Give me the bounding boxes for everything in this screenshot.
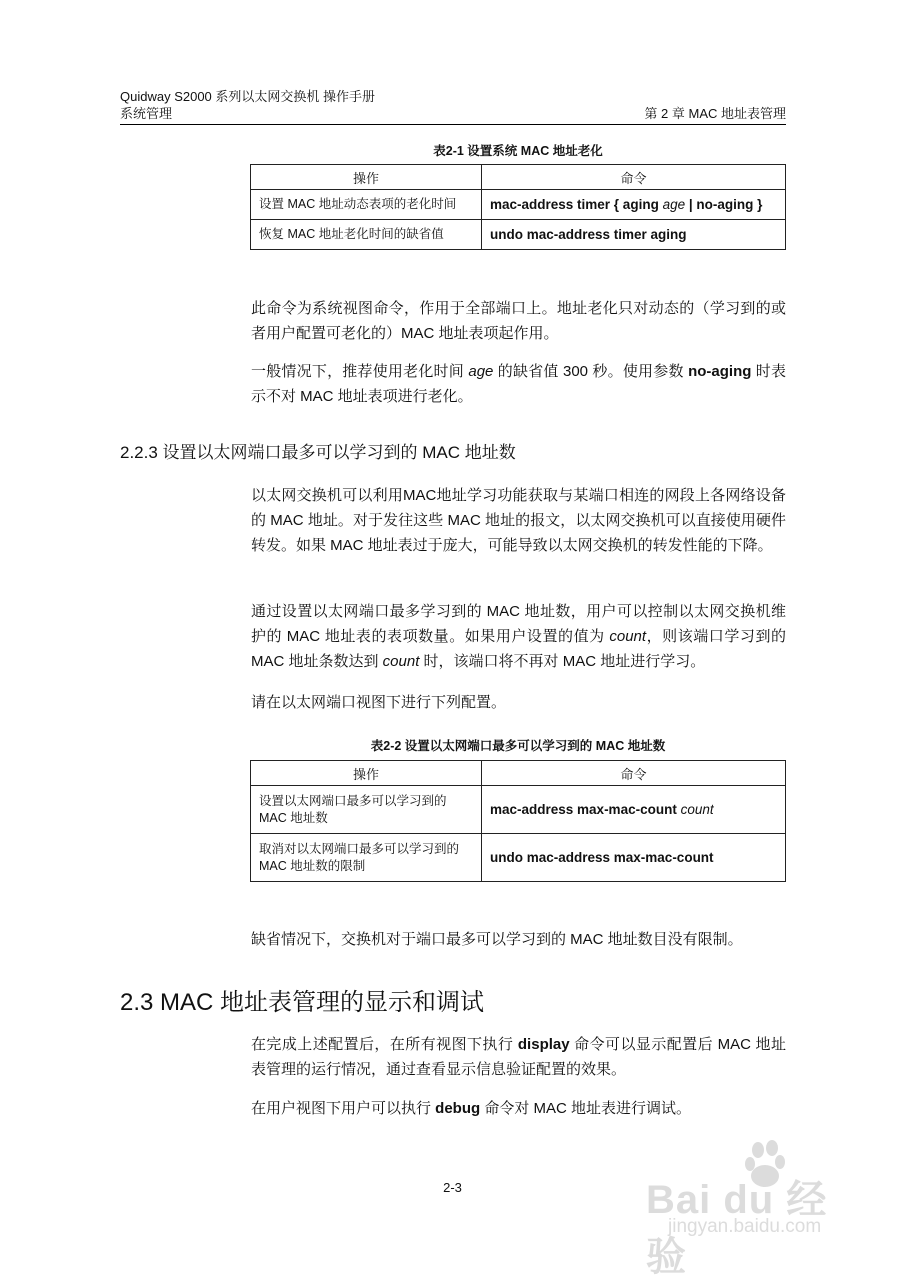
doc-title: Quidway S2000 系列以太网交换机 操作手册 — [120, 89, 376, 104]
paragraph: 在完成上述配置后，在所有视图下执行 display 命令可以显示配置后 MAC 地址表管理的运行情况，通过查看显示信息验证配置的效果。 — [251, 1036, 786, 1078]
paragraph: 此命令为系统视图命令，作用于全部端口上。地址老化只对动态的（学习到的或者用户配置可老化的）MAC 地址表项起作用。 — [251, 300, 786, 342]
section-heading-2-2-3: 2.2.3 设置以太网端口最多可以学习到的 MAC 地址数 — [120, 443, 516, 462]
table-header-cmd: 命令 — [482, 761, 786, 786]
table-cell-cmd: undo mac-address timer aging — [482, 220, 786, 250]
table-cell-op: 设置 MAC 地址动态表项的老化时间 — [251, 190, 482, 220]
table2-caption: 表2-2 设置以太网端口最多可以学习到的 MAC 地址数 — [370, 739, 666, 753]
table-header-cmd: 命令 — [482, 165, 786, 190]
table-row — [251, 786, 786, 834]
table-row — [251, 190, 786, 220]
table-cell-op: 取消对以太网端口最多可以学习到的 MAC 地址数的限制 — [251, 834, 482, 882]
page-number: 2-3 — [443, 1180, 462, 1195]
baidu-watermark — [646, 1140, 856, 1279]
table-cell-cmd: mac-address max-mac-count count — [482, 786, 786, 834]
table-row — [251, 220, 786, 250]
table1-caption: 表2-1 设置系统 MAC 地址老化 — [433, 144, 603, 158]
table-row — [251, 834, 786, 882]
header-rule — [120, 124, 786, 125]
table2 — [250, 760, 786, 882]
table-cell-op: 恢复 MAC 地址老化时间的缺省值 — [251, 220, 482, 250]
paragraph: 在用户视图下用户可以执行 debug 命令对 MAC 地址表进行调试。 — [251, 1100, 692, 1117]
section-heading-2-3: 2.3 MAC 地址表管理的显示和调试 — [120, 989, 485, 1016]
table-header-op: 操作 — [251, 761, 482, 786]
table-header-row — [251, 165, 786, 190]
paragraph: 以太网交换机可以利用MAC地址学习功能获取与某端口相连的网段上各网络设备的 MAC 地址。对于发往这些 MAC 地址的报文，以太网交换机可以直接使用硬件转发。如果 MAC 地址表过于庞大，可能导致以太网交换机的转发性能的下降。 — [251, 487, 786, 554]
paragraph: 缺省情况下，交换机对于端口最多可以学习到的 MAC 地址数目没有限制。 — [251, 931, 743, 948]
paragraph: 请在以太网端口视图下进行下列配置。 — [251, 694, 507, 711]
header-section: 系统管理 — [120, 106, 173, 121]
table1 — [250, 164, 786, 250]
table-header-row — [251, 761, 786, 786]
table-cell-cmd: mac-address timer { aging age | no-aging } — [482, 190, 786, 220]
header-chapter: 第 2 章 MAC 地址表管理 — [644, 106, 786, 121]
watermark-url: jingyan.baidu.com — [668, 1216, 822, 1237]
table-header-op: 操作 — [251, 165, 482, 190]
paragraph: 一般情况下，推荐使用老化时间 age 的缺省值 300 秒。使用参数 no-aging 时表示不对 MAC 地址表项进行老化。 — [251, 363, 786, 405]
watermark-brand: Bai du 经验 — [646, 1178, 828, 1279]
paragraph: 通过设置以太网端口最多学习到的 MAC 地址数，用户可以控制以太网交换机维护的 MAC 地址表的表项数量。如果用户设置的值为 count，则该端口学习到的 MAC 地址条数达到 count 时，该端口将不再对 MAC 地址进行学习。 — [251, 603, 786, 670]
table-cell-op: 设置以太网端口最多可以学习到的 MAC 地址数 — [251, 786, 482, 834]
table-cell-cmd: undo mac-address max-mac-count — [482, 834, 786, 882]
